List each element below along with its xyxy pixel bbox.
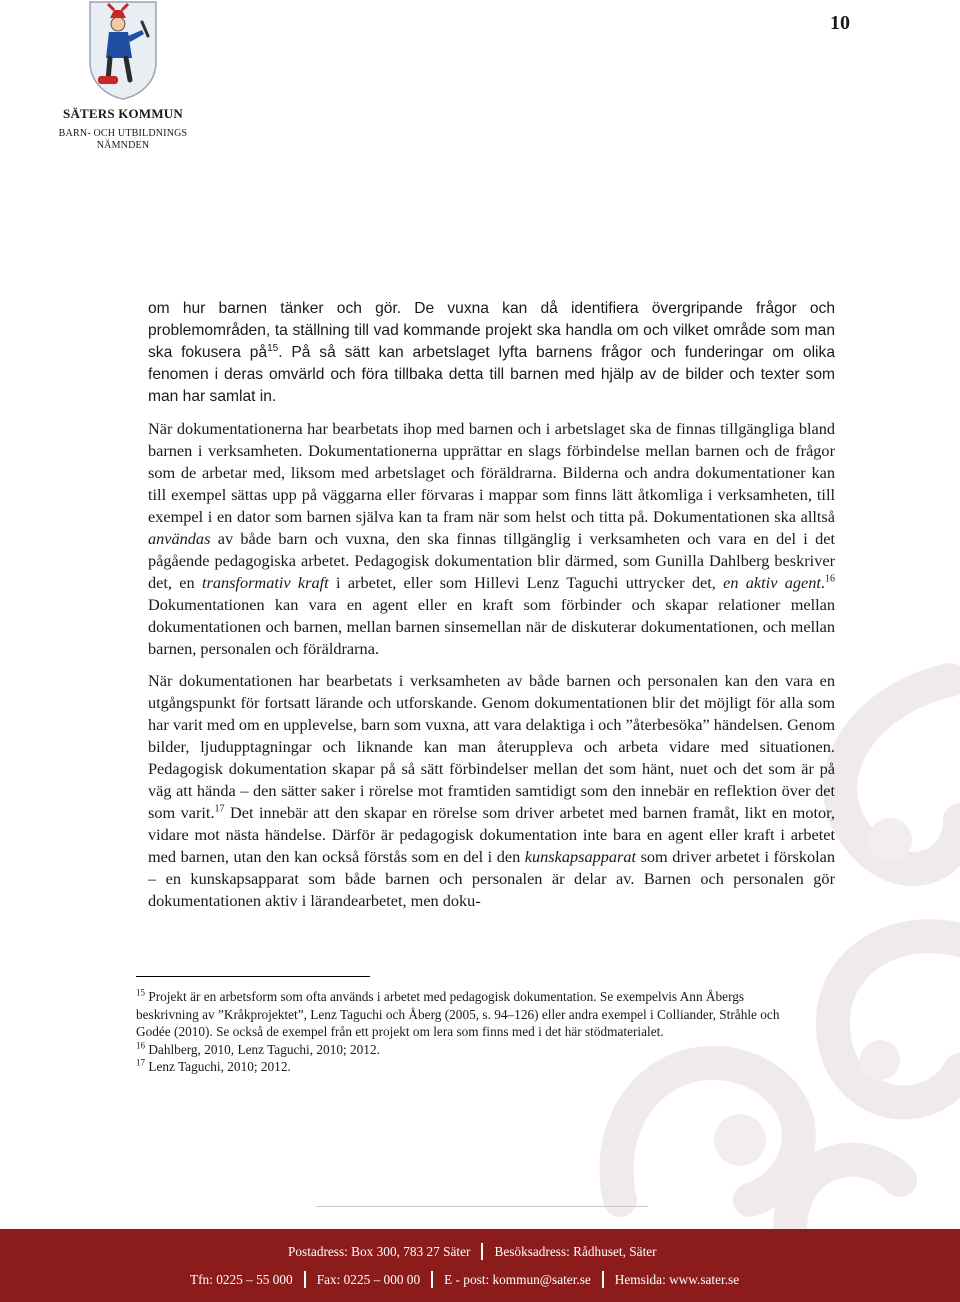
footer-address-line [288,1243,657,1260]
footer-separator [481,1243,483,1260]
paragraph-2: När dokumentationerna har bearbetats ihop med barnen och i arbetslaget ska de finnas tillgängliga bland barnen i verksamheten. Dokumentationerna upprättar en slags förbindelse mellan barnen och de frågor som de arbetar med, liksom med arbetslaget och föräldrarna. Bilderna och andra dokumentationer kan till exempel sättas upp på väggarna eller förvaras i mappar som finns lätt åtkomliga i verksamheten, till exempel i en dator som barnen själva kan ta fram när som helst och titta på. Dokumentationen ska alltså användas av både barn och vuxna, den ska finnas tillgänglig i verksamheten och vara en del i det pågående pedagogiska arbetet. Pedagogisk dokumentation blir därmed, som Gunilla Dahlberg beskriver det, en transformativ kraft i arbetet, eller som Hillevi Lenz Taguchi uttrycker det, en aktiv agent.$^{16}$ Dokumentationen kan vara en agent eller en kraft som förbinder och skapar relationer mellan dokumentationen och barnen, mellan barnen sinsemellan när de diskuterar dokumentationen, och mellan barnen, personalen och föräldrarna. [148,419,835,658]
body-text [148,298,835,912]
email-address[interactable]: E - post: kommun@sater.se [444,1271,591,1287]
footer-separator [304,1271,306,1288]
footnote-15: $^{15}$ Projekt är en arbetsform som ofta används i arbetet med pedagogisk dokumentation. Se exempelvis Ann Åbergs beskrivning av ”Kråkprojektet”, Lenz Taguchi och Åberg (2005, s. 94–126) eller andra exempel i Colliander, Stråhle och Godée (2010). Se också de exempel från ett projekt om lera som finns med i det här stödmaterialet. [136,987,780,1040]
organization-name: SÄTERS KOMMUN [63,106,183,121]
visiting-address: Besöksadress: Rådhuset, Säter [494,1243,657,1259]
page-number: 10 [830,12,850,34]
fax-number: Fax: 0225 – 000 00 [316,1271,421,1287]
paragraph-3: När dokumentationen har bearbetats i verksamheten av både barnen och personalen kan den vara en utgångspunkt för fortsatt lärande och utforskande. Genom dokumentationen blir det möjligt för alla som har varit med om en upplevelse, barn som vuxna, att vara delaktiga i och ”återbesöka” händelsen. Genom bilder, ljudupptagningar och liknande kan man återuppleva och arbeta vidare med situationen. Pedagogisk dokumentation skapar på så sätt förbindelser mellan det som hänt, nuet och det som är på väg att hända – den sätter saker i rörelse mot framtiden samtidigt som den innebär en reflektion över det som varit.$^{17}$ Det innebär att den skapar en rörelse som driver arbetet med barnen framåt, likt en motor, vidare mot nästa händelse. Därför är pedagogisk dokumentation inte bara en agent eller kraft i arbetet med barnen, utan den kan också förstås som en del i den kunskapsapparat som driver arbetet i förskolan – en kunskapsapparat som både barnen och personalen är delar av. Barnen och personalen gör dokumentationen aktiv i lärandearbetet, men doku- [148,671,836,910]
footnote-16: $^{16}$ Dahlberg, 2010, Lenz Taguchi, 2010; 2012. [136,1040,380,1057]
footnote-separator [136,976,370,977]
footnote-ref-17[interactable]: 17 [214,803,225,815]
footer-separator [602,1271,604,1288]
department-line-1: BARN- OCH UTBILDNINGS [58,128,188,139]
department-name [58,128,188,152]
footnote-17: $^{17}$ Lenz Taguchi, 2010; 2012. [136,1057,291,1075]
website-link[interactable]: Hemsida: www.sater.se [614,1271,740,1287]
department-line-2: NÄMNDEN [96,140,150,151]
footer-divider [316,1206,648,1207]
footnote-ref-16[interactable]: 16 [824,573,835,585]
footer-separator [431,1271,433,1288]
footer-contact-line [190,1271,739,1288]
phone-number: Tfn: 0225 – 55 000 [190,1271,293,1287]
postal-address: Postadress: Box 300, 783 27 Säter [288,1243,471,1259]
paragraph-1: om hur barnen tänker och gör. De vuxna kan då identifiera övergripande frågor och problemområden, ta ställning till vad kommande projekt ska handla om och vilket område som man ska fokusera $på^{15}$. På så sätt kan arbetslaget lyfta barnens frågor och funderingar om olika fenomen i deras omvärld och föra tillbaka detta till barnen med hjälp av de bilder och texter som man har samlat in. [148,300,835,405]
coat-of-arms-icon [88,0,158,100]
page-footer [0,1229,960,1302]
footnote-ref-15[interactable]: 15 [267,342,279,354]
footnotes [136,988,806,1076]
